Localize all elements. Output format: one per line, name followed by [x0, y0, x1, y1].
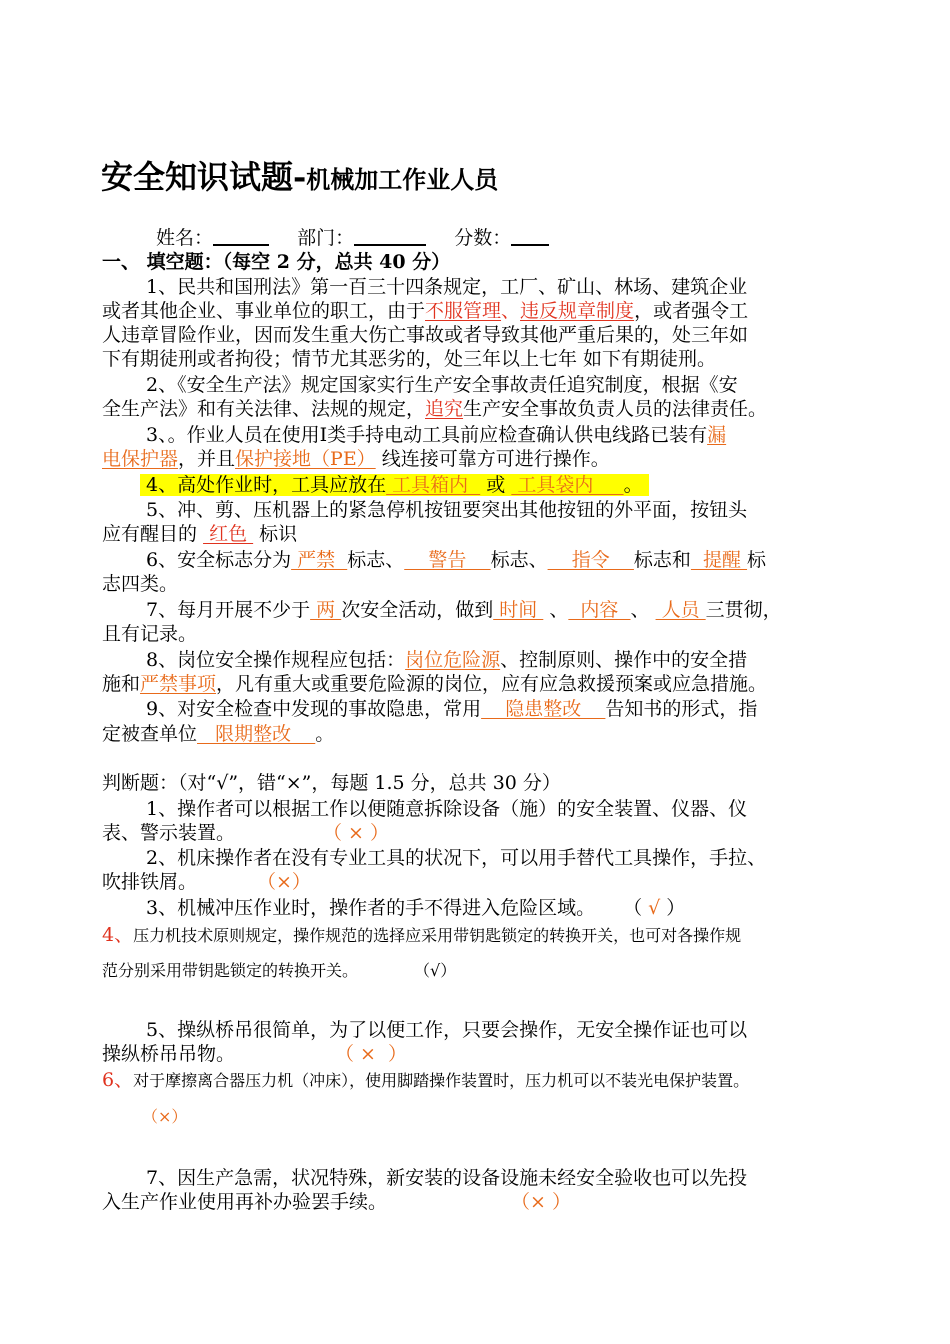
answer-blank: 不服管理: [425, 300, 502, 322]
fill-q9-line1: 9、对安全检查中发现的事故隐患，常用 隐患整改 告知书的形式，指: [146, 698, 758, 720]
answer-blank: 人员: [655, 599, 706, 621]
section1-heading: 一、 填空题：（每空 2 分，总共 40 分）: [102, 251, 451, 273]
title-main: 安全知识试题: [101, 158, 294, 196]
judge-answer: （√）: [414, 961, 457, 980]
answer-blank: 严禁事项: [140, 673, 217, 695]
answer-blank: 提醒: [690, 549, 748, 571]
fill-q9-line2: 定被查单位 限期整改 。: [102, 723, 335, 745]
name-blank: [213, 226, 269, 246]
answer-blank: 漏: [707, 424, 727, 446]
judge-q1-line1: 1、操作者可以根据工作以便随意拆除设备（施）的安全装置、仪器、仪: [146, 798, 748, 820]
answer-blank: 严禁: [291, 549, 348, 571]
answer-blank: 保护接地（PE）: [235, 448, 376, 470]
judge-answer: （ × ）: [323, 822, 390, 844]
fill-q5-line2: 应有醒目的 红色 标识: [102, 523, 298, 545]
judge-answer: √: [648, 897, 661, 919]
name-label: 姓名：: [156, 227, 214, 249]
fill-q1-line2: 或者其他企业、事业单位的职工，由于不服管理、违反规章制度，或者强令工: [102, 300, 749, 322]
page-title: [101, 152, 498, 198]
fill-q3-line1: 3、。作业人员在使用Ⅰ类手持电动工具前应检查确认供电线路已装有漏: [146, 424, 727, 446]
header-fields: [156, 226, 549, 250]
answer-blank: 限期整改: [197, 723, 316, 745]
answer-blank: 警告: [404, 549, 491, 571]
answer-blank: 追究: [425, 398, 464, 420]
section2-heading: 判断题：（对“√”，错“×”，每题 1.5 分，总共 30 分）: [102, 772, 561, 794]
judge-q5-line1: 5、操纵桥吊很简单，为了以便工作，只要会操作，无安全操作证也可以: [146, 1019, 748, 1041]
judge-answer: （×）: [257, 871, 311, 893]
dept-blank: [354, 226, 426, 246]
fill-q4-line1: [140, 473, 649, 497]
answer-blank: 内容: [568, 599, 631, 621]
answer-blank: 电保护器: [102, 448, 179, 470]
fill-q2-line1: 2、《安全生产法》规定国家实行生产安全事故责任追究制度，根据《安: [146, 374, 738, 396]
judge-answer: （ × ）: [335, 1043, 408, 1065]
judge-q2-line1: 2、机床操作者在没有专业工具的状况下，可以用手替代工具操作，手拉、: [146, 847, 767, 869]
fill-q1-line3: 人违章冒险作业，因而发生重大伤亡事故或者导致其他严重后果的，处三年如: [102, 324, 749, 346]
judge-q3-line1: 3、机械冲压作业时，操作者的手不得进入危险区域。 （ √ ）: [146, 897, 686, 919]
judge-answer: （×）: [142, 1107, 188, 1126]
judge-q4-line2: 范分别采用带钥匙锁定的转换开关。 （√）: [102, 961, 457, 980]
fill-q6-line1: 6、安全标志分为 严禁 标志、 警告 标志、 指令 标志和 提醒 标: [146, 549, 767, 571]
judge-q6-line1: 6、对于摩擦离合器压力机（冲床），使用脚踏操作装置时，压力机可以不装光电保护装置。: [102, 1069, 750, 1091]
title-subtitle: 机械加工作业人员: [306, 165, 499, 194]
judge-q7-line2: 入生产作业使用再补办验罢手续。 （× ）: [102, 1191, 571, 1213]
judge-q5-line2: 操纵桥吊吊物。 （ × ）: [102, 1043, 408, 1065]
judge-q7-line1: 7、因生产急需，状况特殊，新安装的设备设施未经安全验收也可以先投: [146, 1167, 748, 1189]
score-label: 分数：: [454, 227, 512, 249]
fill-q3-line2: 电保护器，并且保护接地（PE） 线连接可靠方可进行操作。: [102, 448, 610, 470]
fill-q1-line1: 1、民共和国刑法》第一百三十四条规定，工厂、矿山、林场、建筑企业: [146, 276, 748, 298]
answer-blank: 时间: [493, 599, 544, 621]
answer-blank: 岗位危险源: [405, 649, 501, 671]
answer-blank: 工具箱内: [386, 474, 481, 496]
answer-blank: 红色: [203, 523, 254, 545]
judge-q4-line1: 4、压力机技术原则规定，操作规范的选择应采用带钥匙锁定的转换开关，也可对各操作规: [102, 924, 742, 946]
dept-label: 部门：: [297, 227, 355, 249]
answer-blank: 指令: [547, 549, 634, 571]
fill-q7-line1: 7、每月开展不少于 两 次安全活动，做到 时间 、 内容 、 人员 三贯彻，: [146, 599, 782, 621]
fill-q6-line2: 志四类。: [102, 573, 179, 595]
fill-q8-line1: 8、岗位安全操作规程应包括：岗位危险源、控制原则、操作中的安全措: [146, 649, 748, 671]
fill-q1-line4: 下有期徒刑或者拘役；情节尤其恶劣的，处三年以上七年 如下有期徒刑。: [102, 348, 717, 370]
answer-blank: 工具袋内: [511, 474, 624, 496]
answer-blank: 违反规章制度: [520, 300, 635, 322]
judge-answer: （× ）: [511, 1191, 571, 1213]
fill-q2-line2: 全生产法》和有关法律、法规的规定，追究生产安全事故负责人员的法律责任。: [102, 398, 768, 420]
judge-q1-line2: 表、警示装置。 （ × ）: [102, 822, 390, 844]
highlight: 4、高处作业时，工具应放在 工具箱内 或 工具袋内 。: [140, 474, 649, 496]
fill-q5-line1: 5、冲、剪、压机器上的紧急停机按钮要突出其他按钮的外平面，按钮头: [146, 499, 748, 521]
answer-blank: 隐患整改: [481, 698, 606, 720]
score-blank: [511, 226, 549, 246]
judge-q6-answer: [142, 1105, 187, 1129]
fill-q7-line2: 且有记录。: [102, 623, 198, 645]
judge-q2-line2: 吹排铁屑。 （×）: [102, 871, 311, 893]
answer-blank: 两: [310, 599, 342, 621]
title-dash: -: [293, 158, 307, 196]
fill-q8-line2: 施和严禁事项，凡有重大或重要危险源的岗位，应有应急救援预案或应急措施。: [102, 673, 768, 695]
